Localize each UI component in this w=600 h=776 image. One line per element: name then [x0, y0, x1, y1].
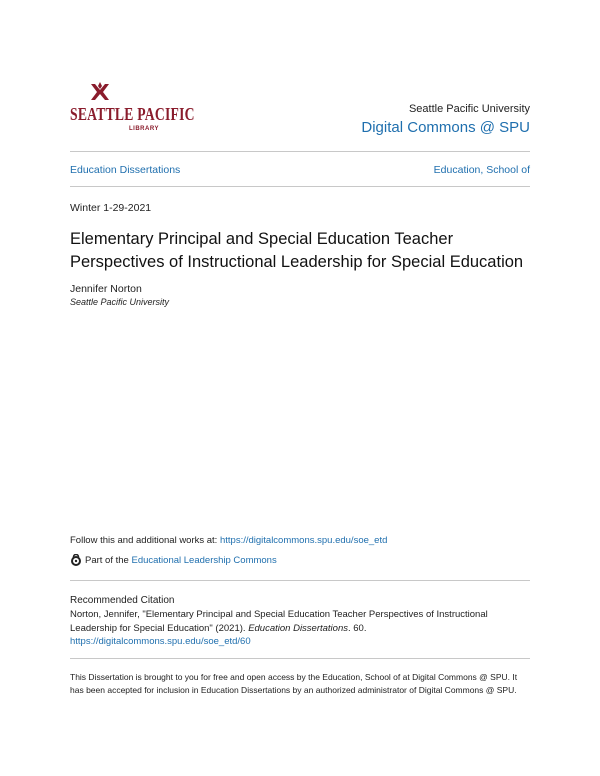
part-of-prefix: Part of the: [85, 554, 129, 566]
logo-flame-icon: [88, 82, 112, 102]
repository-link[interactable]: Digital Commons @ SPU: [361, 119, 530, 136]
logo-sub-text: LIBRARY: [129, 126, 159, 132]
citation-series: Education Dissertations: [248, 622, 348, 634]
divider: [70, 580, 530, 581]
citation-text: Norton, Jennifer, "Elementary Principal and Special Education Teacher Perspectives of Instructional Leadership for Special Education" (2021).: [70, 609, 488, 634]
open-access-icon: [70, 554, 82, 566]
citation-url-link[interactable]: https://digitalcommons.spu.edu/soe_etd/60: [70, 636, 251, 647]
institution-name: Seattle Pacific University: [408, 103, 530, 115]
citation-heading: Recommended Citation: [70, 595, 175, 606]
logo-main-text: SEATTLE PACIFIC: [70, 104, 195, 124]
part-of-line: [70, 554, 277, 566]
school-link[interactable]: Education, School of: [433, 164, 530, 176]
follow-prefix: Follow this and additional works at:: [70, 535, 220, 546]
divider: [70, 186, 530, 187]
document-title: Elementary Principal and Special Education Teacher Perspectives of Instructional Leadership for Special Education: [70, 230, 524, 271]
citation-number: . 60.: [348, 622, 367, 634]
seattle-pacific-library-logo[interactable]: [70, 82, 195, 136]
author-affiliation: Seattle Pacific University: [70, 297, 170, 307]
divider: [70, 151, 530, 152]
citation-body: [70, 608, 530, 649]
author-name: Jennifer Norton: [70, 283, 142, 295]
publication-date: Winter 1-29-2021: [70, 202, 152, 214]
access-statement: This Dissertation is brought to you for free and open access by the Education, School of at Digital Commons @ SPU. It has been accepted for inclusion in Education Dissertations by an authorized administrator of Digital Commons @ SPU.: [70, 672, 518, 695]
series-link[interactable]: Education Dissertations: [70, 164, 181, 176]
follow-line: [70, 535, 387, 546]
commons-link[interactable]: Educational Leadership Commons: [131, 554, 277, 566]
follow-url-link[interactable]: https://digitalcommons.spu.edu/soe_etd: [219, 535, 388, 546]
divider: [70, 658, 530, 659]
